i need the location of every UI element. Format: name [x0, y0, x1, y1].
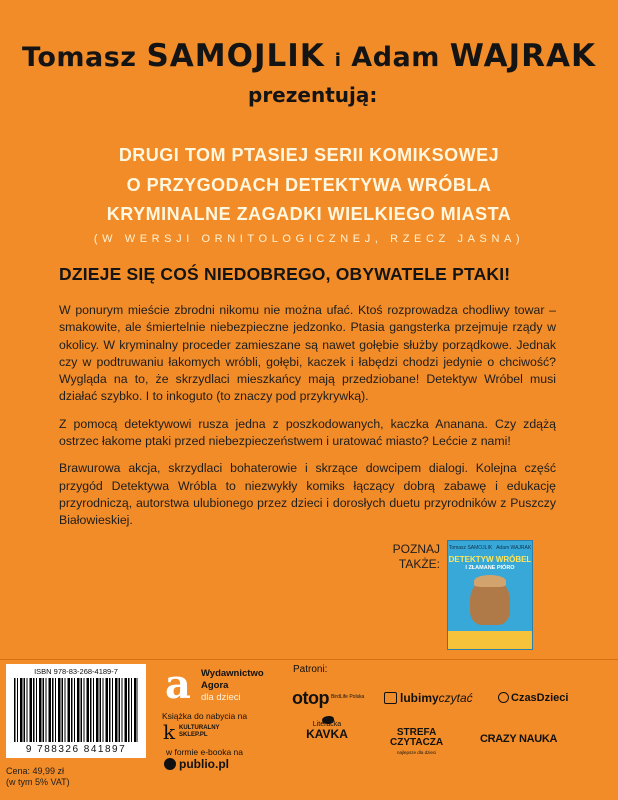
patron-kavka-logo — [296, 721, 358, 740]
author2-last: WAJRAK — [449, 38, 596, 74]
patron-lubimyczytac-logo — [384, 691, 473, 705]
shop-name-line-2: SKLEP.PL — [179, 732, 208, 738]
blurb-paragraph: Z pomocą detektywowi rusza jedna z poszkodowanych, kaczka Ananana. Czy zdążą ostrzec łakome ptaki przed niebezpieczeństwem i uratować miasto? Lećcie z nami! — [59, 416, 556, 449]
related-book-title — [448, 555, 532, 573]
kulturalny-sklep-logo — [163, 722, 253, 742]
cover-ground-illustration — [448, 631, 532, 649]
czasdzieci-text: CzasDzieci — [511, 692, 569, 704]
series-title — [0, 140, 618, 200]
series-line-2: O PRZYGODACH DETEKTYWA WRÓBLA — [126, 175, 492, 195]
related-book-authors — [448, 545, 532, 551]
barcode — [6, 664, 146, 758]
ebook-label: w formie e-booka na — [166, 747, 244, 757]
strefa-line-2: CZYTACZA — [390, 737, 444, 748]
patron-czasdzieci-logo — [498, 692, 568, 704]
series-line-1: DRUGI TOM PTASIEJ SERII KOMIKSOWEJ — [118, 145, 500, 165]
patron-strefa-czytacza-logo — [390, 728, 443, 758]
author1-first: Tomasz — [22, 42, 137, 73]
book-subnote: (W WERSJI ORNITOLOGICZNEJ, RZECZ JASNA) — [93, 233, 525, 245]
book-icon — [384, 692, 397, 704]
related-book-title-sub: I ZŁAMANE PIÓRO — [465, 565, 515, 571]
see-also-line-2: TAKŻE: — [398, 557, 440, 571]
related-author-1b: SAMOJLIK — [467, 545, 493, 551]
footer-divider — [0, 659, 618, 660]
blurb-paragraph: Brawurowa akcja, skrzydlaci bohaterowie i skrzące dowcipem dialogi. Kolejna część przygód Detektywa Wróbla to niezwykły komiks łączący dobrą zabawę i edukację przyrodniczą, autorstwa ulubionego przez dzieci i dorosłych duetu przyrodników z Puszczy Białowieskiej. — [59, 461, 556, 528]
related-author-2b: WAJRAK — [510, 545, 532, 551]
barcode-bars — [14, 678, 138, 742]
availability-label: Książka do nabycia na — [162, 711, 248, 721]
shop-name-line-1: KULTURALNY — [179, 725, 220, 731]
book-subtitle: KRYMINALNE ZAGADKI WIELKIEGO MIASTA — [106, 204, 512, 224]
isbn-number: ISBN 978-83-268-4189-7 — [34, 667, 118, 676]
author2-first: Adam — [351, 42, 440, 73]
shop-name — [179, 725, 220, 739]
presents-label: prezentują: — [248, 83, 378, 107]
related-book-cover — [447, 540, 533, 650]
price: Cena: 49,99 zł — [6, 766, 65, 776]
kavka-line-1: Literacka — [312, 721, 342, 728]
shop-k-mark: k — [163, 720, 176, 744]
blurb-headline: DZIEJE SIĘ COŚ NIEDOBREGO, OBYWATELE PTAKI! — [59, 264, 511, 284]
see-also-label — [370, 542, 440, 572]
publisher-line-2: Agora — [201, 680, 229, 691]
czytac-text: czytać — [438, 691, 473, 705]
publio-logo — [164, 757, 229, 771]
blurb-body — [59, 302, 556, 540]
otop-text: otop — [292, 688, 329, 708]
clock-icon — [498, 692, 509, 703]
publisher-line-3: dla dzieci — [201, 692, 241, 703]
patrons-label: Patroni: — [293, 664, 328, 675]
patron-otop-logo — [292, 688, 364, 709]
blurb-paragraph: W ponurym mieście zbrodni nikomu nie można ufać. Ktoś rozprowadza chodliwy towar – smakowite, ale śmiertelnie niebezpieczne jedzonko. Ptasia gangsterka przejmuje rządy w okolicy. W kryminalny proceder zamieszane są nawet gołębie służby porządkowe. Jednak czy w podtruwaniu łakomych wróbli, gołębi, kaczek i łabędzi chodzi jedynie o chciwość? Wygląda na to, że skrzydlaci mieszkańcy mają przedziobane! Detektyw Wróbel musi działać szybko. I to inkoguto (to znaczy pod przykrywką). — [59, 303, 556, 404]
detective-hat-illustration — [474, 575, 506, 587]
publisher-line-1: Wydawnictwo — [201, 668, 264, 679]
otop-subtext: BirdLife Polska — [330, 694, 365, 700]
patron-crazy-nauka-logo: CRAZY NAUKA — [480, 733, 558, 745]
publio-text: publio.pl — [179, 757, 229, 771]
publisher-logo-icon: a — [165, 661, 191, 708]
vat-note: (w tym 5% VAT) — [6, 777, 70, 787]
strefa-line-1: STREFA — [396, 727, 437, 738]
related-book-title-main: DETEKTYW WRÓBEL — [448, 555, 532, 564]
ean-number: 9 788326 841897 — [25, 744, 127, 755]
author-connector: i — [334, 50, 342, 71]
related-author-1: Tomasz — [448, 545, 467, 551]
publio-dot-icon — [164, 758, 176, 770]
kavka-line-2: KAVKA — [306, 727, 348, 741]
price-info — [6, 766, 70, 788]
authors-line — [0, 38, 618, 74]
lubimy-text: lubimy — [400, 691, 439, 705]
see-also-line-1: POZNAJ — [392, 542, 440, 556]
strefa-line-3: najlepsze dla dzieci — [397, 750, 437, 755]
publisher-name — [201, 668, 264, 704]
author1-last: SAMOJLIK — [146, 38, 325, 74]
related-author-2: Adam — [496, 545, 510, 551]
